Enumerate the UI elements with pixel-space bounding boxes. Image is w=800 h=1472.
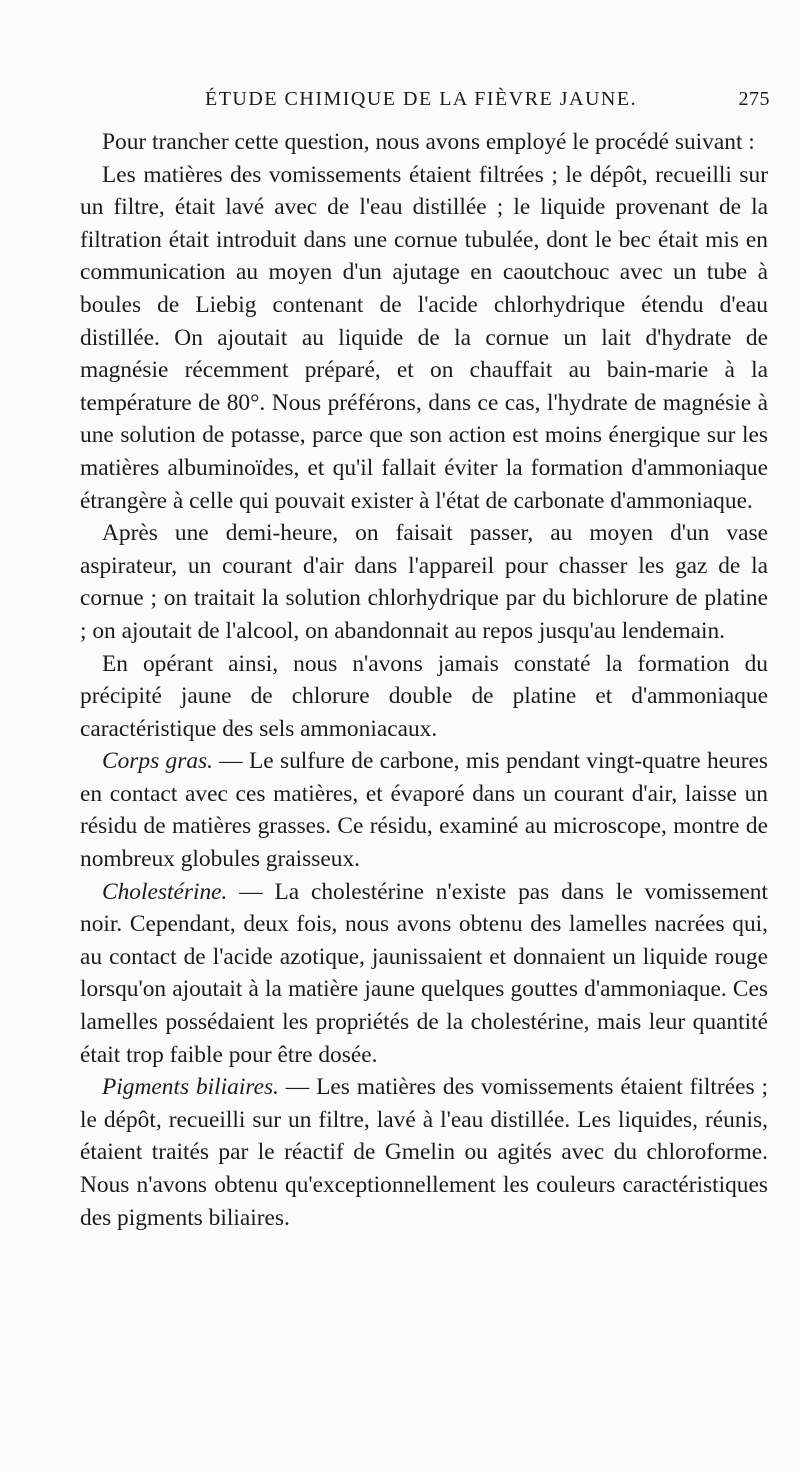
paragraph-text: Les matières des vomissements étaient filtrées ; le dépôt, recueilli sur un filtre, était lavé avec de l'eau distillée ; le liquide provenant de la filtration était introduit dans une cornue tubulée, dont le bec était mis en communication au moyen d'un ajutage en caoutchouc avec un tube à boules de Liebig contenant de l'acide chlorhydrique étendu d'eau distillée. On ajoutait au liquide de la cornue un lait d'hydrate de magnésie récemment préparé, et on chauffait au bain-marie à la température de 80°. Nous préférons, dans ce cas, l'hydrate de magnésie à une solution de potasse, parce que son action est moins énergique sur les matières albuminoïdes, et qu'il fallait éviter la formation d'ammoniaque étrangère à celle qui pouvait exister à l'état de carbonate d'ammoniaque. — [80, 161, 768, 514]
paragraph-text: En opérant ainsi, nous n'avons jamais constaté la formation du précipité jaune de chlorure double de platine et d'ammoniaque caractéristique des sels ammoniacaux. — [80, 650, 768, 742]
paragraph-result — [80, 648, 768, 746]
section-title-pigments-biliaires: Pigments biliaires. — [102, 1074, 279, 1101]
section-title-cholesterine: Cholestérine. — [102, 878, 228, 905]
body-text — [80, 126, 768, 1234]
paragraph-text: — La cholestérine n'existe pas dans le vomissement noir. Cependant, deux fois, nous avons obtenu des lamelles nacrées qui, au contact de l'acide azotique, jaunissaient et donnaient un liquide rouge lorsqu'on ajoutait à la matière jaune quelques gouttes d'ammoniaque. Ces lamelles possédaient les propriétés de la cholestérine, mais leur quantité était trop faible pour être dosée. — [80, 878, 768, 1068]
paragraph-text: — Le sulfure de carbone, mis pendant vingt-quatre heures en contact avec ces matières, et évaporé dans un courant d'air, laisse un résidu de matières grasses. Ce résidu, examiné au microscope, montre de nombreux globules graisseux. — [80, 748, 768, 873]
paragraph-pigments-biliaires — [80, 1071, 768, 1234]
running-title: ÉTUDE CHIMIQUE DE LA FIÈVRE JAUNE. — [205, 88, 638, 110]
paragraph-text: Après une demi-heure, on faisait passer, au moyen d'un vase aspirateur, un courant d'air dans l'appareil pour chasser les gaz de la cornue ; on traitait la solution chlorhydrique par du bichlorure de platine ; on ajoutait de l'alcool, on abandonnait au repos jusqu'au lendemain. — [80, 520, 768, 644]
running-head — [80, 88, 770, 118]
paragraph-text: Pour trancher cette question, nous avons employé le procédé suivant : — [102, 129, 755, 155]
section-title-corps-gras: Corps gras. — [102, 748, 213, 775]
paragraph-cholesterine — [80, 876, 768, 1072]
page-number: 275 — [738, 88, 770, 110]
paragraph-text: — Les matières des vomissements étaient filtrées ; le dépôt, recueilli sur un filtre, lavé à l'eau distillée. Les liquides, réunis, étaient traités par le réactif de Gmelin ou agités avec du chloroforme. Nous n'avons obtenu qu'exceptionnellement les couleurs caractéristiques des pigments biliaires. — [80, 1074, 768, 1231]
paragraph-corps-gras — [80, 745, 768, 875]
paragraph-intro — [80, 126, 768, 159]
paragraph-procedure — [80, 159, 768, 518]
paragraph-aspiration — [80, 517, 768, 647]
